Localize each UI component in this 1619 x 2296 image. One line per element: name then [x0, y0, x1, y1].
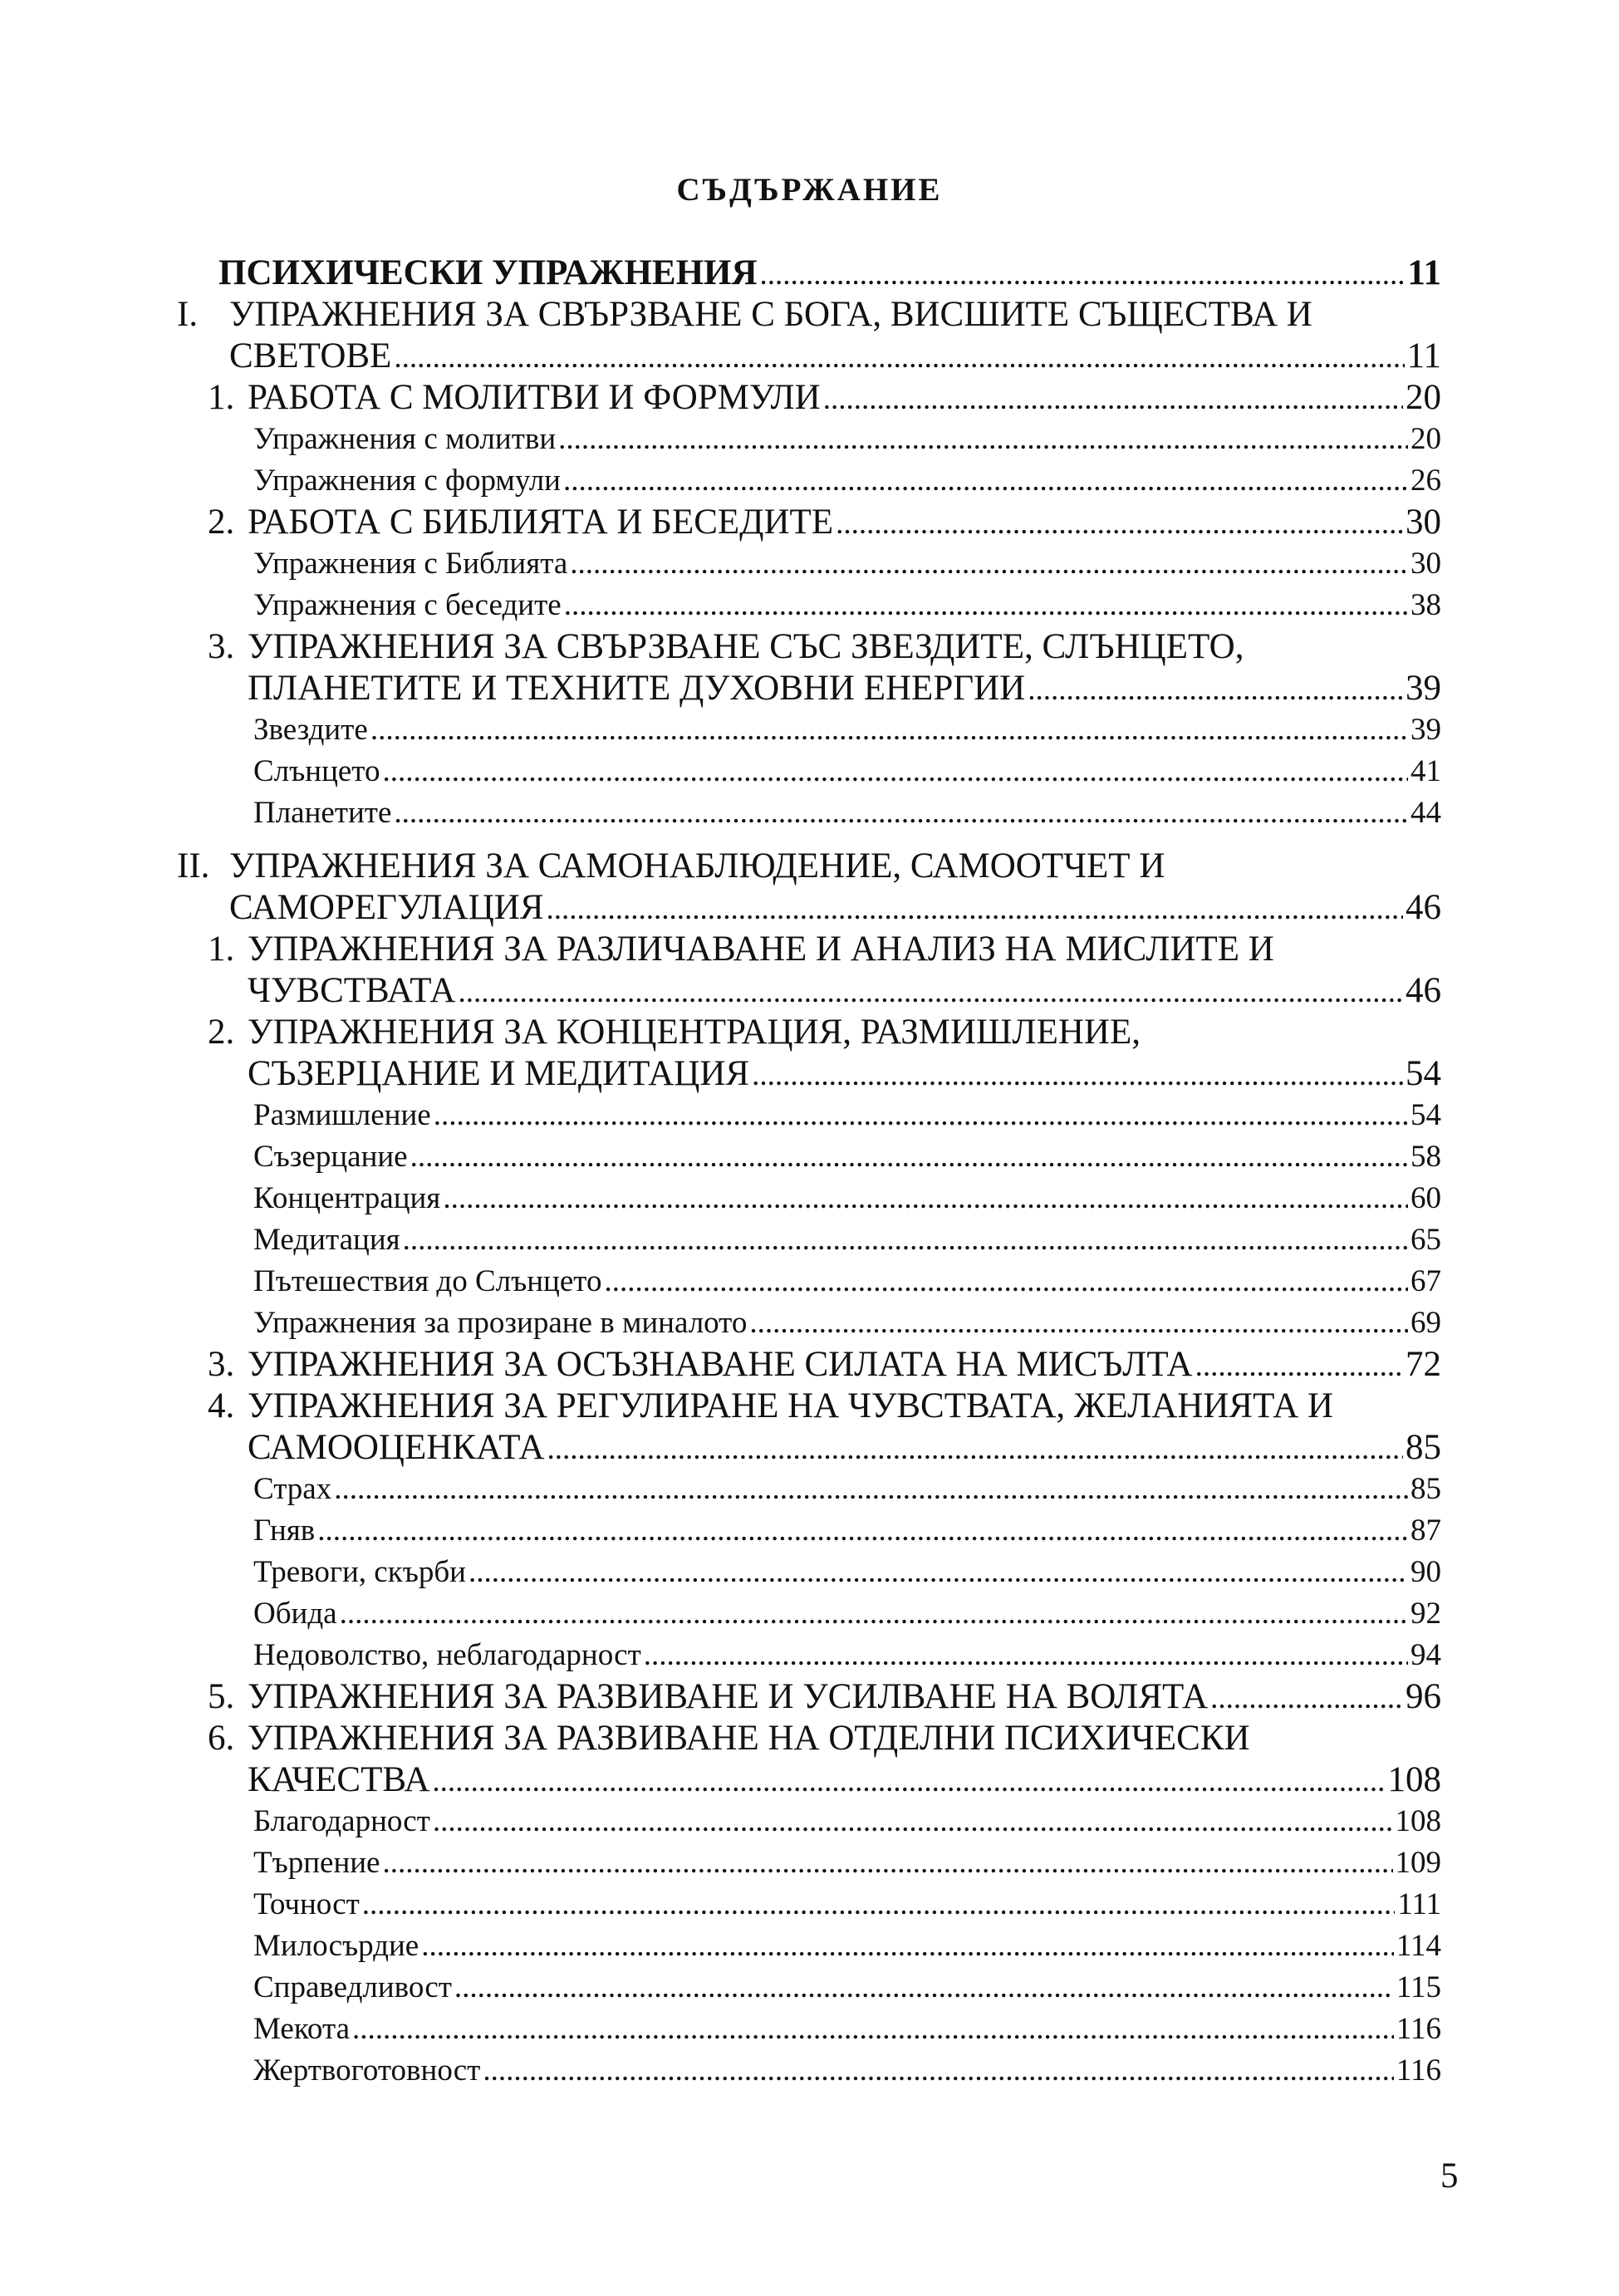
toc-entry-page: 116	[1396, 2053, 1441, 2087]
dot-leader	[421, 1926, 1394, 1967]
toc-entry-page: 87	[1410, 1513, 1441, 1548]
toc-entry	[177, 887, 1441, 929]
toc-entry-page: 38	[1410, 588, 1441, 622]
toc-entry-title: Пътешествия до Слънцето	[253, 1264, 602, 1298]
toc-entry-number: 2.	[208, 503, 235, 542]
toc-entry	[177, 585, 1441, 626]
dot-leader	[334, 1469, 1408, 1510]
toc-entry-number: 3.	[208, 627, 235, 666]
dot-leader	[394, 337, 1404, 379]
toc-entry	[177, 1303, 1441, 1344]
toc-entry-page: 85	[1406, 1428, 1441, 1467]
toc-entry	[177, 1095, 1441, 1136]
dot-leader	[434, 1095, 1408, 1136]
toc-entry-title: Слънцето	[253, 754, 380, 788]
toc-entry	[177, 929, 1441, 970]
toc-entry-number: 4.	[208, 1386, 235, 1425]
toc-entry-title: Планетите	[253, 796, 392, 830]
toc-entry-title: СВЕТОВЕ	[229, 336, 392, 375]
toc-entry-title: Упражнения за прозиране в миналото	[253, 1306, 748, 1340]
toc-entry-title: Гняв	[253, 1513, 316, 1548]
dot-leader	[362, 1884, 1395, 1926]
dot-leader	[382, 1842, 1392, 1884]
toc-entry	[177, 1136, 1441, 1178]
toc-entry-title: Недоволство, неблагодарност	[253, 1638, 641, 1672]
toc-entry-title: Търпение	[253, 1846, 380, 1880]
dot-leader	[760, 254, 1406, 296]
toc-entry-page: 39	[1406, 669, 1441, 708]
toc-entry	[177, 1386, 1441, 1427]
table-of-contents	[177, 253, 1441, 2092]
toc-entry-title: Концентрация	[253, 1181, 441, 1215]
toc-entry	[177, 970, 1441, 1012]
toc-entry-title: САМООЦЕНКАТА	[248, 1428, 545, 1467]
toc-entry-title: УПРАЖНЕНИЯ ЗА КОНЦЕНТРАЦИЯ, РАЗМИШЛЕНИЕ,	[248, 1013, 1141, 1052]
toc-entry	[177, 626, 1441, 668]
dot-leader	[317, 1510, 1408, 1552]
dot-leader	[469, 1552, 1408, 1593]
toc-entry	[177, 253, 1441, 294]
toc-entry-title: УПРАЖНЕНИЯ ЗА РАЗВИВАНЕ НА ОТДЕЛНИ ПСИХИЧЕСКИ	[248, 1719, 1250, 1758]
toc-entry-page: 41	[1410, 754, 1441, 788]
toc-entry-title: Благодарност	[253, 1804, 430, 1838]
dot-leader	[547, 889, 1403, 930]
toc-entry	[177, 336, 1441, 377]
toc-entry	[177, 709, 1441, 751]
dot-leader	[644, 1635, 1408, 1676]
toc-entry-title: Обида	[253, 1597, 337, 1631]
toc-entry-page: 60	[1410, 1181, 1441, 1215]
toc-entry	[177, 1967, 1441, 2009]
toc-entry-title: Размишление	[253, 1098, 431, 1132]
toc-entry-page: 11	[1407, 253, 1441, 292]
toc-entry	[177, 1053, 1441, 1095]
dot-leader	[382, 751, 1408, 792]
toc-gap	[177, 834, 1441, 846]
toc-entry-page: 58	[1410, 1140, 1441, 1174]
toc-entry	[177, 792, 1441, 834]
toc-entry-page: 46	[1406, 971, 1441, 1010]
toc-entry-page: 54	[1406, 1054, 1441, 1093]
toc-entry-title: УПРАЖНЕНИЯ ЗА ОСЪЗНАВАНЕ СИЛАТА НА МИСЪЛТА	[248, 1345, 1193, 1384]
toc-entry-page: 39	[1410, 713, 1441, 747]
toc-entry-title: Тревоги, скърби	[253, 1555, 466, 1589]
toc-entry-page: 20	[1406, 378, 1441, 417]
toc-entry	[177, 1676, 1441, 1718]
dot-leader	[604, 1261, 1408, 1303]
toc-entry-title: Съзерцание	[253, 1140, 408, 1174]
toc-entry-page: 46	[1406, 888, 1441, 927]
toc-entry-page: 90	[1410, 1555, 1441, 1589]
dot-leader	[352, 2009, 1394, 2050]
toc-entry	[177, 1344, 1441, 1386]
toc-entry	[177, 502, 1441, 543]
toc-entry-title: Медитация	[253, 1223, 400, 1257]
toc-entry-title: Упражнения с формули	[253, 464, 561, 498]
toc-entry-title: Мекота	[253, 2012, 350, 2046]
toc-entry-title: Справедливост	[253, 1970, 452, 2004]
toc-entry-title: УПРАЖНЕНИЯ ЗА СВЪРЗВАНЕ С БОГА, ВИСШИТЕ СЪЩЕСТВА И	[229, 295, 1312, 334]
toc-entry	[177, 294, 1441, 336]
dot-leader	[563, 460, 1408, 502]
toc-entry-title: Страх	[253, 1472, 332, 1506]
toc-entry-title: Упражнения с молитви	[253, 422, 557, 456]
dot-leader	[558, 419, 1408, 460]
toc-entry-page: 96	[1406, 1677, 1441, 1716]
dot-leader	[547, 1429, 1403, 1470]
toc-entry	[177, 1842, 1441, 1884]
toc-entry-title: ЧУВСТВАТА	[248, 971, 456, 1010]
toc-entry-page: 109	[1395, 1846, 1441, 1880]
dot-leader	[836, 503, 1403, 545]
dot-leader	[823, 379, 1403, 420]
toc-entry	[177, 377, 1441, 419]
toc-entry	[177, 1510, 1441, 1552]
toc-entry-page: 67	[1410, 1264, 1441, 1298]
toc-entry	[177, 1801, 1441, 1842]
toc-entry-number: 6.	[208, 1719, 235, 1758]
dot-leader	[433, 1801, 1393, 1842]
dot-leader	[394, 792, 1408, 834]
toc-entry-page: 20	[1410, 422, 1441, 456]
toc-entry	[177, 2050, 1441, 2092]
toc-entry	[177, 1718, 1441, 1759]
toc-entry-title: Жертвоготовност	[253, 2053, 481, 2087]
toc-entry	[177, 1178, 1441, 1219]
toc-entry-title: Точност	[253, 1887, 360, 1921]
dot-leader	[1195, 1346, 1403, 1387]
toc-entry-number: 1.	[208, 378, 235, 417]
page-title: СЪДЪРЖАНИЕ	[676, 172, 943, 208]
toc-entry	[177, 1884, 1441, 1926]
dot-leader	[443, 1178, 1408, 1219]
toc-entry	[177, 543, 1441, 585]
dot-leader	[570, 543, 1408, 585]
dot-leader	[1028, 670, 1403, 711]
toc-entry	[177, 1219, 1441, 1261]
dot-leader	[483, 2050, 1394, 2092]
toc-entry-title: РАБОТА С МОЛИТВИ И ФОРМУЛИ	[248, 378, 821, 417]
toc-entry-page: 72	[1406, 1345, 1441, 1384]
dot-leader	[564, 585, 1408, 626]
toc-entry	[177, 1552, 1441, 1593]
toc-entry	[177, 668, 1441, 709]
dot-leader	[432, 1761, 1385, 1803]
toc-entry-title: САМОРЕГУЛАЦИЯ	[229, 888, 544, 927]
toc-entry-number: I.	[177, 295, 199, 334]
toc-entry-page: 30	[1406, 503, 1441, 542]
toc-entry	[177, 1759, 1441, 1801]
toc-entry-title: Звездите	[253, 713, 368, 747]
toc-entry-page: 26	[1410, 464, 1441, 498]
toc-entry	[177, 1427, 1441, 1469]
toc-entry	[177, 1593, 1441, 1635]
toc-entry-title: РАБОТА С БИБЛИЯТА И БЕСЕДИТЕ	[248, 503, 834, 542]
toc-entry	[177, 846, 1441, 887]
toc-entry-page: 44	[1410, 796, 1441, 830]
toc-entry	[177, 419, 1441, 460]
toc-entry-title: ПСИХИЧЕСКИ УПРАЖНЕНИЯ	[218, 253, 758, 292]
toc-entry	[177, 460, 1441, 502]
toc-entry-title: Милосърдие	[253, 1929, 419, 1963]
dot-leader	[340, 1593, 1408, 1635]
toc-entry-page: 30	[1410, 547, 1441, 581]
dot-leader	[370, 709, 1408, 751]
toc-entry-page: 94	[1410, 1638, 1441, 1672]
dot-leader	[403, 1219, 1408, 1261]
toc-entry-page: 108	[1387, 1760, 1441, 1799]
toc-entry-title: Упражнения с беседите	[253, 588, 562, 622]
toc-entry-page: 85	[1410, 1472, 1441, 1506]
toc-entry	[177, 2009, 1441, 2050]
toc-entry-page: 111	[1397, 1887, 1441, 1921]
toc-entry-number: 3.	[208, 1345, 235, 1384]
toc-entry-title: УПРАЖНЕНИЯ ЗА РАЗЛИЧАВАНЕ И АНАЛИЗ НА МИСЛИТЕ И	[248, 930, 1274, 969]
toc-entry-page: 69	[1410, 1306, 1441, 1340]
page-number: 5	[1440, 2156, 1459, 2195]
toc-entry-number: 5.	[208, 1677, 235, 1716]
toc-entry-number: 1.	[208, 930, 235, 969]
toc-entry	[177, 1926, 1441, 1967]
toc-entry-page: 116	[1396, 2012, 1441, 2046]
toc-entry-title: УПРАЖНЕНИЯ ЗА СВЪРЗВАНЕ СЪС ЗВЕЗДИТЕ, СЛЪНЦЕТО,	[248, 627, 1244, 666]
toc-entry-page: 11	[1406, 336, 1441, 375]
dot-leader	[458, 972, 1403, 1013]
dot-leader	[454, 1967, 1394, 2009]
toc-entry-title: Упражнения с Библията	[253, 547, 568, 581]
toc-entry-title: ПЛАНЕТИТЕ И ТЕХНИТЕ ДУХОВНИ ЕНЕРГИИ	[248, 669, 1026, 708]
toc-entry	[177, 1261, 1441, 1303]
toc-entry-page: 115	[1396, 1970, 1441, 2004]
dot-leader	[749, 1303, 1408, 1344]
toc-entry	[177, 1635, 1441, 1676]
dot-leader	[1210, 1678, 1403, 1720]
toc-entry	[177, 1012, 1441, 1053]
toc-entry	[177, 751, 1441, 792]
toc-entry-page: 65	[1410, 1223, 1441, 1257]
toc-entry-title: УПРАЖНЕНИЯ ЗА РЕГУЛИРАНЕ НА ЧУВСТВАТА, ЖЕЛАНИЯТА И	[248, 1386, 1334, 1425]
toc-entry-number: II.	[177, 846, 210, 886]
dot-leader	[410, 1136, 1408, 1178]
toc-entry-page: 92	[1410, 1597, 1441, 1631]
toc-entry	[177, 1469, 1441, 1510]
toc-entry-title: СЪЗЕРЦАНИЕ И МЕДИТАЦИЯ	[248, 1054, 750, 1093]
toc-entry-title: УПРАЖНЕНИЯ ЗА САМОНАБЛЮДЕНИЕ, САМООТЧЕТ И	[229, 846, 1165, 886]
toc-entry-title: КАЧЕСТВА	[248, 1760, 430, 1799]
toc-entry-page: 54	[1410, 1098, 1441, 1132]
toc-entry-number: 2.	[208, 1013, 235, 1052]
dot-leader	[752, 1055, 1403, 1096]
toc-entry-page: 114	[1396, 1929, 1441, 1963]
toc-entry-page: 108	[1395, 1804, 1441, 1838]
toc-entry-title: УПРАЖНЕНИЯ ЗА РАЗВИВАНЕ И УСИЛВАНЕ НА ВОЛЯТА	[248, 1677, 1209, 1716]
